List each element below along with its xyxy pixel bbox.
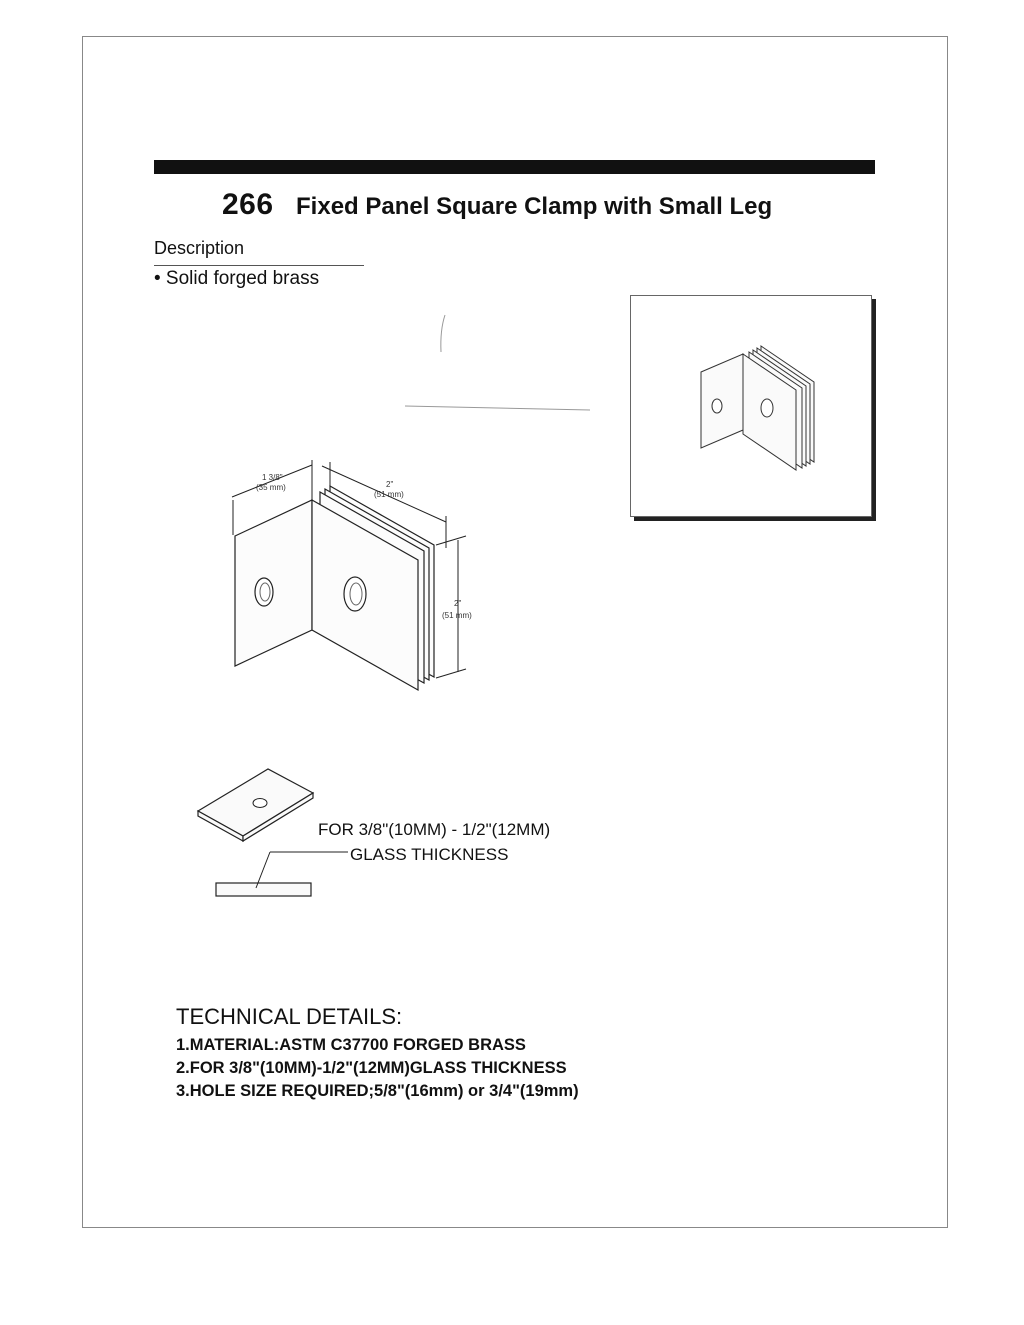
dim-height-mm-label: (51 mm) [442, 611, 472, 620]
technical-detail-item: 3.HOLE SIZE REQUIRED;5/8"(16mm) or 3/4"(19mm) [176, 1082, 579, 1100]
dim-width-mm-label: (51 mm) [374, 490, 404, 499]
technical-details-list [176, 1034, 579, 1103]
technical-detail-item: 1.MATERIAL:ASTM C37700 FORGED BRASS [176, 1036, 526, 1054]
gasket-note-line2: GLASS THICKNESS [350, 845, 509, 864]
dim-leg-mm-label: (35 mm) [256, 483, 286, 492]
technical-details-heading: TECHNICAL DETAILS: [176, 1004, 403, 1029]
product-title: Fixed Panel Square Clamp with Small Leg [296, 193, 773, 220]
dim-leg-label: 1 3/8" [262, 473, 283, 482]
technical-detail-item: 2.FOR 3/8"(10MM)-1/2"(12MM)GLASS THICKNESS [176, 1059, 567, 1077]
dim-width-label: 2" [386, 480, 394, 489]
dim-height-label: 2" [454, 599, 462, 608]
gasket-note-line1: FOR 3/8"(10MM) - 1/2"(12MM) [318, 820, 551, 839]
description-item: • Solid forged brass [154, 268, 320, 289]
product-number: 266 [222, 188, 274, 221]
description-heading: Description [154, 238, 245, 258]
